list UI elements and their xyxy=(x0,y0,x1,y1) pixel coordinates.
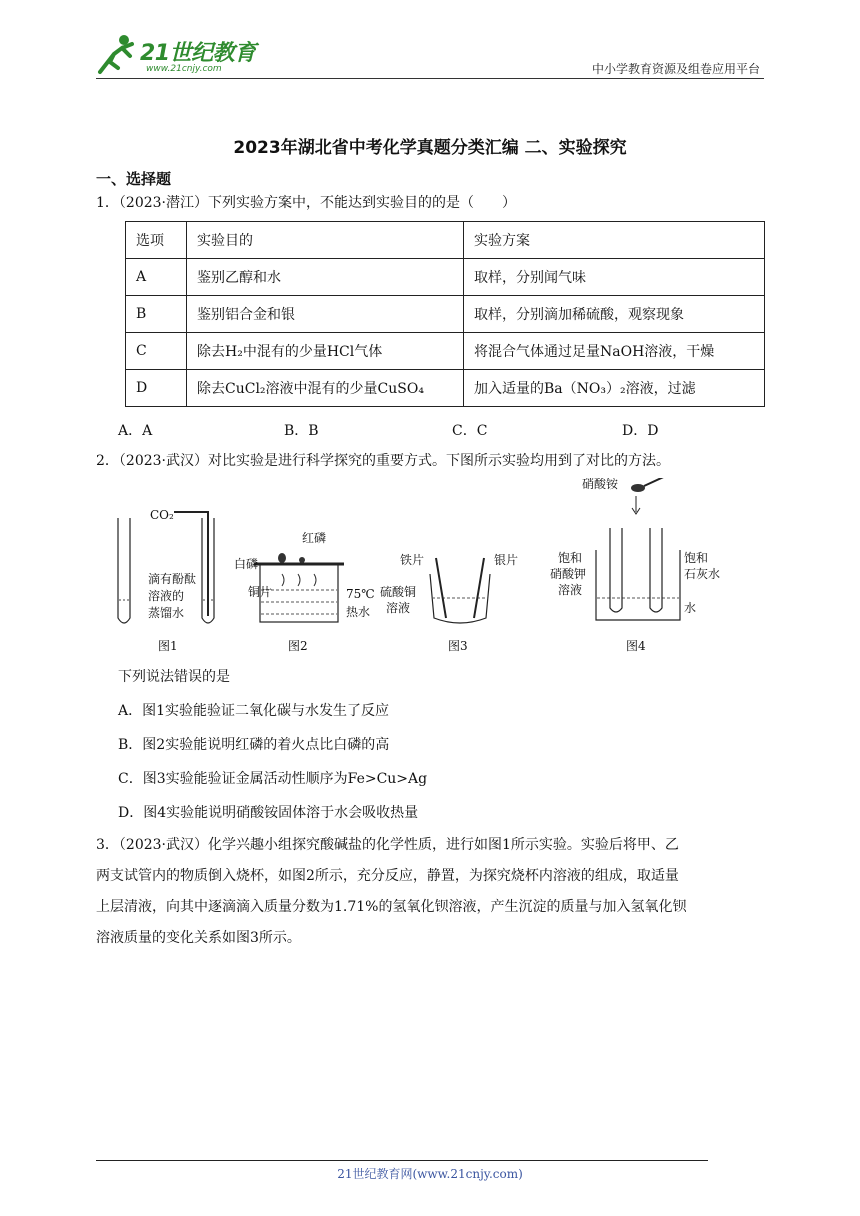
hot-water-label: 热水 xyxy=(346,605,371,619)
table-row xyxy=(126,333,765,370)
kno3-label-3: 溶液 xyxy=(558,583,583,597)
header-divider xyxy=(96,78,764,79)
table-header-cell: 实验方案 xyxy=(464,222,765,259)
platform-name: 中小学教育资源及组卷应用平台 xyxy=(591,62,760,76)
answer-option-a[interactable]: A．A xyxy=(118,423,153,439)
cuso4-label-2: 溶液 xyxy=(386,601,411,615)
table-cell: B xyxy=(126,296,187,333)
table-cell: 取样，分别闻气味 xyxy=(464,259,765,296)
table-header-cell: 实验目的 xyxy=(187,222,464,259)
table-cell: 鉴别铝合金和银 xyxy=(187,296,464,333)
question-2-stem: 2．（2023·武汉）对比实验是进行科学探究的重要方式。下图所示实验均用到了对比的方法。 xyxy=(96,453,670,469)
figure-3 xyxy=(380,552,518,653)
fig1-text-1: 滴有酚酞 xyxy=(148,572,197,586)
table-row xyxy=(126,259,765,296)
table-cell: 将混合气体通过足量NaOH溶液，干燥 xyxy=(464,333,765,370)
table-cell: C xyxy=(126,333,187,370)
question-2-lead: 下列说法错误的是 xyxy=(118,669,230,685)
answer-option-b[interactable]: B．B xyxy=(284,423,319,439)
copper-sheet-label: 铜片 xyxy=(248,585,273,599)
table-row xyxy=(126,296,765,333)
question-1-table xyxy=(125,221,765,407)
fig4-caption: 图4 xyxy=(626,639,646,653)
figure-4 xyxy=(550,478,720,653)
section-heading: 一、选择题 xyxy=(96,170,172,188)
page-title: 2023年湖北省中考化学真题分类汇编 二、实验探究 xyxy=(233,138,627,158)
limewater-label-2: 石灰水 xyxy=(684,567,721,581)
table-cell: 鉴别乙醇和水 xyxy=(187,259,464,296)
answer-option-b[interactable]: B．图2实验能说明红磷的着火点比白磷的高 xyxy=(118,737,390,753)
limewater-label-1: 饱和 xyxy=(684,551,709,565)
water-label: 水 xyxy=(684,601,697,615)
logo-url: www.21cnjy.com xyxy=(146,64,222,74)
site-logo xyxy=(96,30,256,78)
silver-label: 银片 xyxy=(494,553,519,567)
fig2-caption: 图2 xyxy=(288,639,308,653)
runner-icon xyxy=(96,32,136,76)
fig1-caption: 图1 xyxy=(158,639,178,653)
answer-option-a[interactable]: A．图1实验能验证二氧化碳与水发生了反应 xyxy=(118,703,390,719)
experiment-figures xyxy=(110,478,750,656)
footer-link[interactable]: 21世纪教育网(www.21cnjy.com) xyxy=(337,1167,523,1181)
cuso4-label-1: 硫酸铜 xyxy=(380,585,417,599)
table-cell: 除去CuCl₂溶液中混有的少量CuSO₄ xyxy=(187,370,464,407)
table-row xyxy=(126,370,765,407)
iron-label: 铁片 xyxy=(400,553,425,567)
question-3-line: 3．（2023·武汉）化学兴趣小组探究酸碱盐的化学性质，进行如图1所示实验。实验后将甲、乙 xyxy=(96,837,679,853)
fig1-text-2: 溶液的 xyxy=(148,589,185,603)
white-phosphorus-label: 白磷 xyxy=(234,557,259,571)
figure-1 xyxy=(118,508,214,653)
table-cell: A xyxy=(126,259,187,296)
logo-text: 21世纪教育 xyxy=(140,41,256,66)
footer-divider xyxy=(96,1160,708,1161)
kno3-label-2: 硝酸钾 xyxy=(550,567,587,581)
co2-label: CO₂ xyxy=(150,508,174,522)
nh4no3-label: 硝酸铵 xyxy=(582,478,619,491)
table-header-row xyxy=(126,222,765,259)
red-phosphorus-label: 红磷 xyxy=(302,531,327,545)
answer-option-d[interactable]: D．图4实验能说明硝酸铵固体溶于水会吸收热量 xyxy=(118,805,419,821)
table-cell: 取样，分别滴加稀硫酸，观察现象 xyxy=(464,296,765,333)
temp-label: 75℃ xyxy=(346,587,375,601)
question-3-line: 两支试管内的物质倒入烧杯，如图2所示，充分反应，静置，为探究烧杯内溶液的组成，取适量 xyxy=(96,868,679,884)
answer-option-c[interactable]: C．C xyxy=(452,423,488,439)
fig3-caption: 图3 xyxy=(448,639,468,653)
table-cell: 加入适量的Ba（NO₃）₂溶液，过滤 xyxy=(464,370,765,407)
question-3-line: 溶液质量的变化关系如图3所示。 xyxy=(96,930,301,946)
answer-option-c[interactable]: C．图3实验能验证金属活动性顺序为Fe>Cu>Ag xyxy=(118,771,428,787)
figure-2 xyxy=(234,530,375,653)
table-cell: 除去H₂中混有的少量HCl气体 xyxy=(187,333,464,370)
kno3-label-1: 饱和 xyxy=(558,551,583,565)
table-cell: D xyxy=(126,370,187,407)
question-1-stem: 1．（2023·潜江）下列实验方案中，不能达到实验目的的是（ ） xyxy=(96,195,516,211)
question-3-line: 上层清液，向其中逐滴滴入质量分数为1.71%的氢氧化钡溶液，产生沉淀的质量与加入氢氧化钡 xyxy=(96,899,687,915)
answer-option-d[interactable]: D．D xyxy=(622,423,659,439)
table-header-cell: 选项 xyxy=(126,222,187,259)
fig1-text-3: 蒸馏水 xyxy=(148,606,185,620)
question-3-text xyxy=(96,830,764,954)
